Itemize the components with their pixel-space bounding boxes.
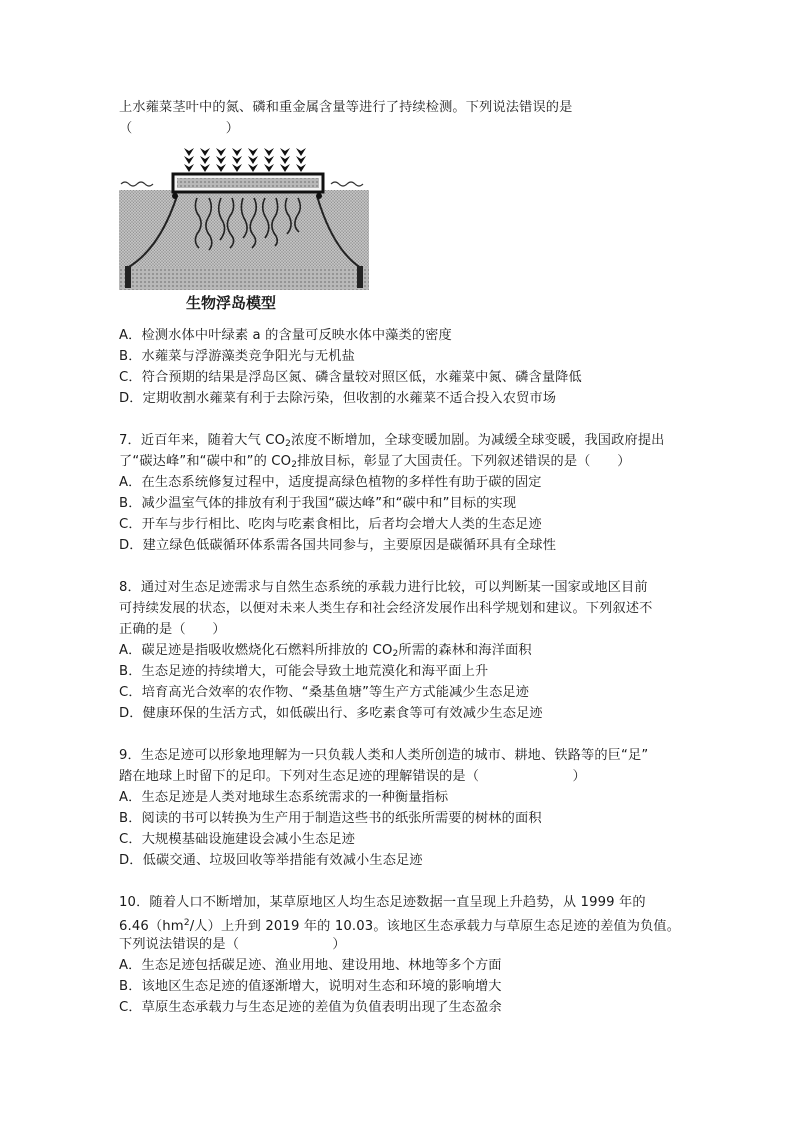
q6-option-a: A．检测水体中叶绿素 a 的含量可反映水体中藻类的密度 <box>119 328 452 343</box>
q10-stem-line2: $6.46(hm^2/$人）上升到 2019 年的 10.03。该地区生态承载力与草原生态足迹的差值为负值。 <box>119 918 681 934</box>
q7-option-b: B．减少温室气体的排放有利于我国“碳达峰”和“碳中和”目标的实现 <box>119 496 517 511</box>
q8-option-b: B．生态足迹的持续增大，可能会导致土地荒漠化和海平面上升 <box>119 664 489 679</box>
q9-stem-line1: 9．生态足迹可以形象地理解为一只负载人类和人类所创造的城市、耕地、铁路等的巨“足” <box>119 748 649 763</box>
raft-substrate <box>177 178 319 188</box>
raft-anchor-point-left <box>172 193 178 199</box>
q7-stem-line1: 7．近百年来，随着大气 $CO_2$浓度不断增加，全球变暖加剧。为减缓全球变暖，我国政府提出 <box>119 433 665 449</box>
q7-stem-line2: 了“碳达峰”和“碳中和”的 $CO_2$排放目标，彰显了大国责任。下列叙述错误的是（ ） <box>119 454 631 470</box>
q7-option-c: C．开车与步行相比、吃肉与吃素食相比，后者均会增大人类的生态足迹 <box>119 517 542 532</box>
q7-option-d: D．建立绿色低碳循环体系需各国共同参与，主要原因是碳循环具有全球性 <box>119 538 557 553</box>
figure-caption: 生物浮岛模型 <box>186 294 277 312</box>
q10-stem-line3: 下列说法错误的是（ ） <box>119 937 346 952</box>
q8-stem-line1: 8．通过对生态足迹需求与自然生态系统的承载力进行比较，可以判断某一国家或地区目前 <box>119 580 648 595</box>
q6-answer-blank: （ ） <box>119 121 240 136</box>
q6-stem: 上水蕹菜茎叶中的氮、磷和重金属含量等进行了持续检测。下列说法错误的是 <box>119 100 573 115</box>
sediment <box>119 268 369 290</box>
q9-option-a: A．生态足迹是人类对地球生态系统需求的一种衡量指标 <box>119 790 449 805</box>
wave-left-icon <box>121 182 153 186</box>
q10-option-b: B．该地区生态足迹的值逐渐增大，说明对生态和环境的影响增大 <box>119 979 502 994</box>
q8-stem-line2: 可持续发展的状态，以便对未来人类生存和社会经济发展作出科学规划和建议。下列叙述不 <box>119 601 653 616</box>
anchor-right <box>357 266 363 288</box>
q7-option-a: A．在生态系统修复过程中，适度提高绿色植物的多样性有助于碳的固定 <box>119 475 542 490</box>
q8-option-c: C．培育高光合效率的农作物、“桑基鱼塘”等生产方式能减少生态足迹 <box>119 685 530 700</box>
q9-option-b: B．阅读的书可以转换为生产用于制造这些书的纸张所需要的树林的面积 <box>119 811 542 826</box>
floating-island-figure <box>119 140 369 290</box>
q9-option-d: D．低碳交通、垃圾回收等举措能有效减小生态足迹 <box>119 853 423 868</box>
plant-leaves <box>184 148 306 172</box>
q8-stem-line3: 正确的是（ ） <box>119 622 226 637</box>
q9-option-c: C．大规模基础设施建设会减小生态足迹 <box>119 832 356 847</box>
wave-right-icon <box>331 182 363 186</box>
raft-anchor-point-right <box>316 193 322 199</box>
q10-option-a: A．生态足迹包括碳足迹、渔业用地、建设用地、林地等多个方面 <box>119 958 502 973</box>
q8-option-a: A．碳足迹是指吸收燃烧化石燃料所排放的 $CO_2$所需的森林和海洋面积 <box>119 643 532 659</box>
q6-option-d: D．定期收割水蕹菜有利于去除污染，但收割的水蕹菜不适合投入农贸市场 <box>119 391 557 406</box>
q10-option-c: C．草原生态承载力与生态足迹的差值为负值表明出现了生态盈余 <box>119 1000 502 1015</box>
anchor-left <box>125 266 131 288</box>
q6-option-b: B．水蕹菜与浮游藻类竞争阳光与无机盐 <box>119 349 355 364</box>
q9-stem-line2: 踏在地球上时留下的足印。下列对生态足迹的理解错误的是（ ） <box>119 769 586 784</box>
q6-option-c: C．符合预期的结果是浮岛区氮、磷含量较对照区低，水蕹菜中氮、磷含量降低 <box>119 370 582 385</box>
q8-option-d: D．健康环保的生活方式，如低碳出行、多吃素食等可有效减少生态足迹 <box>119 706 543 721</box>
q10-stem-line1: 10．随着人口不断增加，某草原地区人均生态足迹数据一直呈现上升趋势，从 1999 年的 <box>119 895 646 910</box>
